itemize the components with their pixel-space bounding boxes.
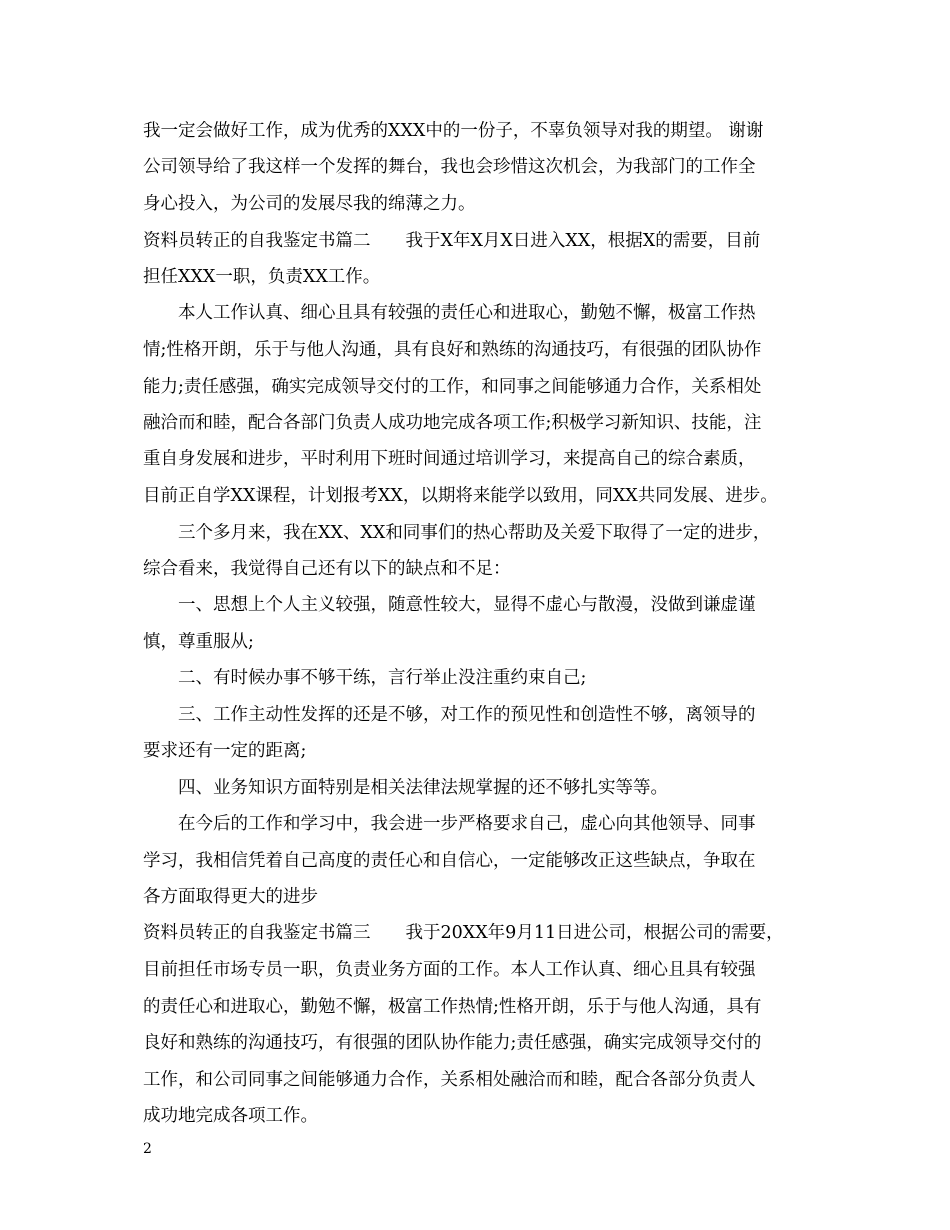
text-line: 综合看来，我觉得自己还有以下的缺点和不足： — [143, 559, 511, 579]
text-line: 良好和熟练的沟通技巧，有很强的团队协作能力;责任感强，确实完成领导交付的 — [143, 1033, 762, 1053]
text-line: 成功地完成各项工作。 — [143, 1106, 318, 1126]
list-item-line: 四、业务知识方面特别是相关法律法规掌握的还不够扎实等等。 — [178, 778, 668, 798]
text-line: 各方面取得更大的进步 — [143, 887, 318, 907]
list-item-line: 一、思想上个人主义较强，随意性较大，显得不虚心与散漫，没做到谦虚谨 — [178, 595, 756, 615]
text-line: 要求还有一定的距离; — [143, 741, 307, 761]
text-line: 重自身发展和进步，平时利用下班时间通过培训学习，来提高自己的综合素质， — [143, 449, 756, 469]
text-line: 情;性格开朗，乐于与他人沟通，具有良好和熟练的沟通技巧，有很强的团队协作 — [143, 340, 762, 360]
text-line: 能力;责任感强，确实完成领导交付的工作，和同事之间能够通力合作，关系相处 — [143, 377, 762, 397]
list-item-line: 二、有时候办事不够干练，言行举止没注重约束自己; — [178, 668, 587, 688]
text-line: 身心投入，为公司的发展尽我的绵薄之力。 — [143, 194, 476, 214]
text-line: 融洽而和睦，配合各部门负责人成功地完成各项工作;积极学习新知识、技能，注 — [143, 413, 762, 433]
text-line: 我一定会做好工作，成为优秀的XXX中的一份子，不辜负领导对我的期望。 谢谢 — [143, 121, 764, 141]
text-line: 担任XXX一职，负责XX工作。 — [143, 267, 381, 287]
paragraph-first-line: 三个多月来，我在XX、XX和同事们的热心帮助及关爱下取得了一定的进步， — [178, 523, 771, 543]
text-line: 目前正自学XX课程，计划报考XX，以期将来能学以致用，同XX共同发展、进步。 — [143, 486, 778, 506]
paragraph-first-line: 本人工作认真、细心且具有较强的责任心和进取心，勤勉不懈，极富工作热 — [178, 303, 756, 323]
text-line: 的责任心和进取心，勤勉不懈，极富工作热情;性格开朗，乐于与他人沟通，具有 — [143, 997, 762, 1017]
text-line: 工作，和公司同事之间能够通力合作，关系相处融洽而和睦，配合各部分负责人 — [143, 1070, 756, 1090]
text-line: 公司领导给了我这样一个发挥的舞台，我也会珍惜这次机会，为我部门的工作全 — [143, 157, 756, 177]
page-number: 2 — [143, 1141, 152, 1157]
section-heading-line: 资料员转正的自我鉴定书篇三 我于20XX年9月11日进公司，根据公司的需要， — [143, 923, 784, 943]
list-item-line: 三、工作主动性发挥的还是不够，对工作的预见性和创造性不够，离领导的 — [178, 705, 756, 725]
text-line: 慎，尊重服从; — [143, 632, 254, 652]
paragraph-first-line: 在今后的工作和学习中，我会进一步严格要求自己，虚心向其他领导、同事 — [178, 814, 756, 834]
text-line: 目前担任市场专员一职，负责业务方面的工作。本人工作认真、细心且具有较强 — [143, 960, 756, 980]
text-line: 学习，我相信凭着自己高度的责任心和自信心，一定能够改正这些缺点，争取在 — [143, 851, 756, 871]
section-heading-line: 资料员转正的自我鉴定书篇二 我于X年X月X日进入XX，根据X的需要，目前 — [143, 231, 761, 251]
